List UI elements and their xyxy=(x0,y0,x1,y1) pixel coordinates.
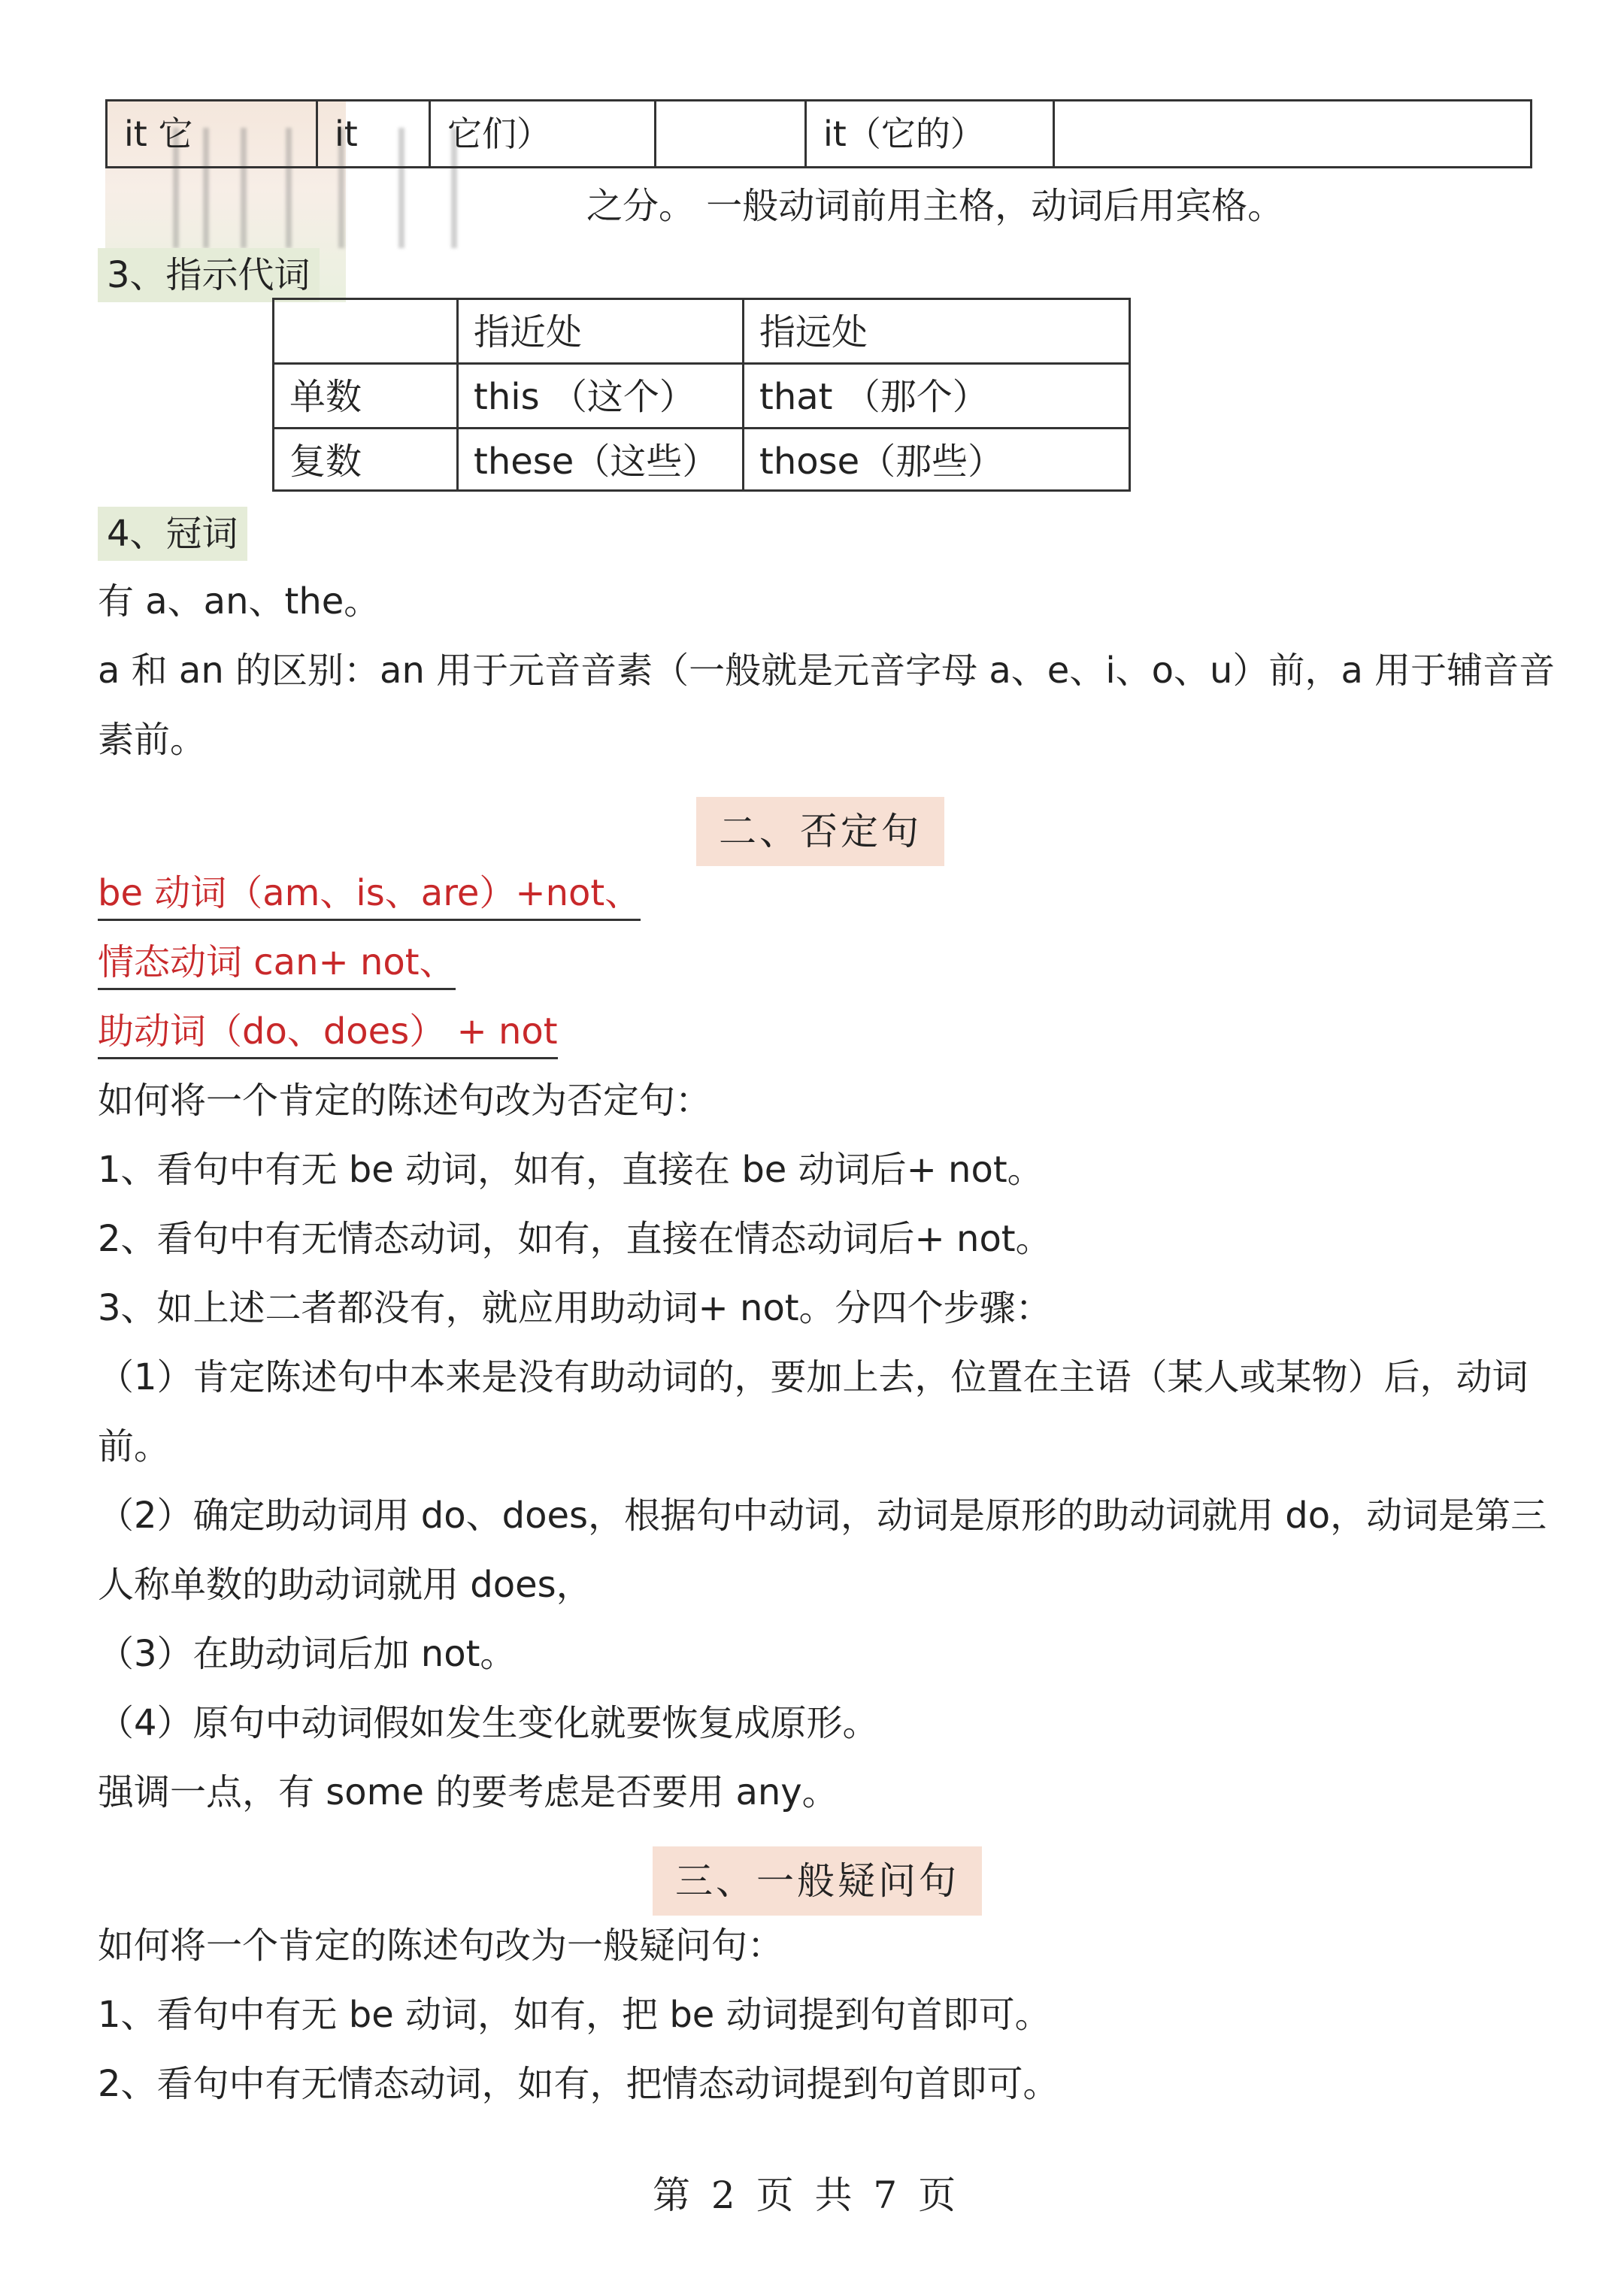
paragraph-line: a 和 an 的区别：an 用于元音音素（一般就是元音字母 a、e、i、o、u）前，a 用于辅音音素前。 xyxy=(98,650,1556,761)
rule-line: 情态动词 can+ not、 xyxy=(98,938,456,990)
table-header-row xyxy=(274,300,1129,365)
table-cell: it xyxy=(318,101,431,166)
section-heading-demonstratives: 3、指示代词 xyxy=(98,248,320,302)
rule-line: be 动词（am、is、are）+not、 xyxy=(98,869,641,921)
table-cell: 复数 xyxy=(289,441,362,483)
step-line: 2、看句中有无情态动词，如有，把情态动词提到句首即可。 xyxy=(98,2063,1059,2105)
table-cell xyxy=(1055,101,1530,166)
step-line: 2、看句中有无情态动词，如有，直接在情态动词后+ not。 xyxy=(98,1218,1052,1260)
table-header-near: 指近处 xyxy=(474,311,583,353)
step-line: 1、看句中有无 be 动词，如有，把 be 动词提到句首即可。 xyxy=(98,1994,1051,2036)
table-cell: those（那些） xyxy=(759,441,1004,483)
paragraph-line: 有 a、an、the。 xyxy=(98,580,380,622)
section-heading-articles: 4、冠词 xyxy=(98,507,247,561)
table-cell: that （那个） xyxy=(759,376,989,418)
step-line: （3）在助动词后加 not。 xyxy=(98,1633,517,1675)
step-line: （4）原句中动词假如发生变化就要恢复成原形。 xyxy=(98,1702,879,1744)
table-cell xyxy=(274,300,456,365)
table-cell: 单数 xyxy=(289,376,362,418)
step-line: 1、看句中有无 be 动词，如有，直接在 be 动词后+ not。 xyxy=(98,1149,1044,1191)
intro-line: 如何将一个肯定的陈述句改为否定句： xyxy=(98,1080,712,1122)
partial-line: 之分。 一般动词前用主格，动词后用宾格。 xyxy=(586,185,1284,227)
table-row xyxy=(274,365,1129,429)
section-heading-negative: 二、否定句 xyxy=(696,797,944,866)
step-line: （1）肯定陈述句中本来是没有助动词的，要加上去，位置在主语（某人或某物）后，动词前。 xyxy=(98,1356,1529,1468)
table-cell: it 它 xyxy=(108,101,318,166)
intro-line: 如何将一个肯定的陈述句改为一般疑问句： xyxy=(98,1925,784,1967)
table-cell: this （这个） xyxy=(474,376,695,418)
table-cell: it（它的） xyxy=(807,101,1055,166)
section-heading-question: 三、一般疑问句 xyxy=(653,1846,982,1916)
rule-line: 助动词（do、does） + not xyxy=(98,1007,558,1059)
table-header-far: 指远处 xyxy=(759,311,868,353)
note-line: 强调一点，有 some 的要考虑是否要用 any。 xyxy=(98,1771,838,1813)
pronoun-table-fragment xyxy=(105,99,1532,168)
step-line: 3、如上述二者都没有，就应用助动词+ not。分四个步骤： xyxy=(98,1287,1052,1329)
page-number: 第 2 页 共 7 页 xyxy=(653,2173,961,2217)
table-cell: these（这些） xyxy=(474,441,719,483)
table-row xyxy=(274,429,1129,494)
demonstrative-table xyxy=(272,298,1131,492)
step-line: （2）确定助动词用 do、does，根据句中动词，动词是原形的助动词就用 do，动词是第三人称单数的助动词就用 does， xyxy=(98,1495,1547,1606)
table-cell xyxy=(656,101,807,166)
table-cell: 它们） xyxy=(431,101,656,166)
